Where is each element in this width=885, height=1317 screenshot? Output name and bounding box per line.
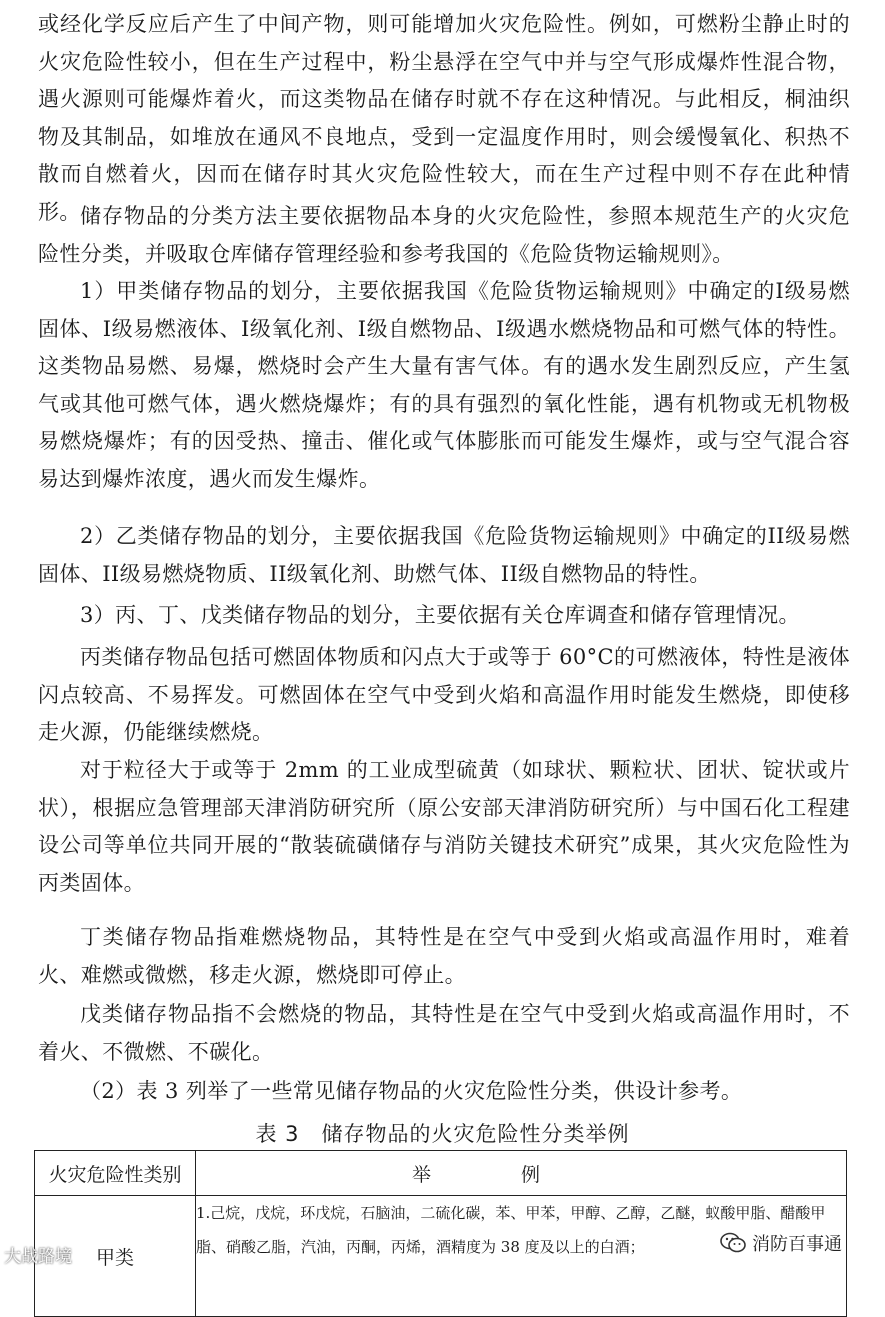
paragraph-2: 储存物品的分类方法主要依据物品本身的火灾危险性，参照本规范生产的火灾危险性分类，并吸取仓库储存管理经验和参考我国的《危险货物运输规则》。 [38,204,850,266]
header-category: 火灾危险性类别 [35,1151,196,1196]
cell-examples: 1.己烷，戊烷，环戊烷，石脑油，二硫化碳，苯、甲苯，甲醇、乙醇，乙醚，蚁酸甲脂、醋酸甲脂、硝酸乙脂，汽油，丙酮，丙烯，酒精度为 38 度及以上的白酒； [196,1196,847,1317]
paragraph-3: 1）甲类储存物品的划分，主要依据我国《危险货物运输规则》中确定的I级易燃固体、I级易燃液体、I级氧化剂、I级自燃物品、I级遇水燃烧物品和可燃气体的特性。这类物品易燃、易爆，燃烧时会产生大量有害气体。有的遇水发生剧烈反应，产生氢气或其他可燃气体，遇火燃烧爆炸；有的具有强烈的氧化性能，遇有机物或无机物极易燃烧爆炸；有的因受热、撞击、催化或气体膨胀而可能发生爆炸，或与空气混合容易达到爆炸浓度，遇火而发生爆炸。 [38,279,850,491]
wechat-icon [720,1232,746,1254]
watermark-left: 大战路境 [4,1247,72,1267]
header-examples [196,1151,847,1196]
table-header-row [35,1151,847,1196]
watermark-right [716,1226,846,1260]
paragraph-4: 2）乙类储存物品的划分，主要依据我国《危险货物运输规则》中确定的II级易燃固体、II级易燃烧物质、II级氧化剂、助燃气体、II级自燃物品的特性。 [38,524,850,586]
paragraph-6: 丙类储存物品包括可燃固体物质和闪点大于或等于 60°C的可燃液体，特性是液体闪点较高、不易挥发。可燃固体在空气中受到火焰和高温作用时能发生燃烧，即使移走火源，仍能继续燃烧。 [38,645,850,744]
watermark-right-label: 消防百事通 [752,1234,842,1255]
paragraph-1: 或经化学反应后产生了中间产物，则可能增加火灾危险性。例如，可燃粉尘静止时的火灾危险性较小，但在生产过程中，粉尘悬浮在空气中并与空气形成爆炸性混合物，遇火源则可能爆炸着火，而这类物品在储存时就不存在这种情况。与此相反，桐油织物及其制品，如堆放在通风不良地点，受到一定温度作用时，则会缓慢氧化、积热不散而自燃着火，因而在储存时其火灾危险性较大，而在生产过程中则不存在此种情形。 [38,12,850,224]
paragraph-5: 3）丙、丁、戊类储存物品的划分，主要依据有关仓库调查和储存管理情况。 [80,603,800,627]
paragraph-7: 对于粒径大于或等于 2mm 的工业成型硫黄（如球状、颗粒状、团状、锭状或片状），根据应急管理部天津消防研究所（原公安部天津消防研究所）与中国石化工程建设公司等单位共同开展的“散装硫磺储存与消防关键技术研究”成果，其火灾危险性为丙类固体。 [38,758,850,895]
header-examples-label: 举例 [411,1163,630,1186]
paragraph-9: 戊类储存物品指不会燃烧的物品，其特性是在空气中受到火焰或高温作用时，不着火、不微燃、不碳化。 [38,1002,850,1064]
table-caption: 表 3 储存物品的火灾危险性分类举例 [255,1122,630,1146]
paragraph-10: （2）表 3 列举了一些常见储存物品的火灾危险性分类，供设计参考。 [80,1079,743,1103]
paragraph-8: 丁类储存物品指难燃烧物品，其特性是在空气中受到火焰或高温作用时，难着火、难燃或微燃，移走火源，燃烧即可停止。 [38,925,850,987]
cell-category: 甲类 [35,1196,196,1317]
